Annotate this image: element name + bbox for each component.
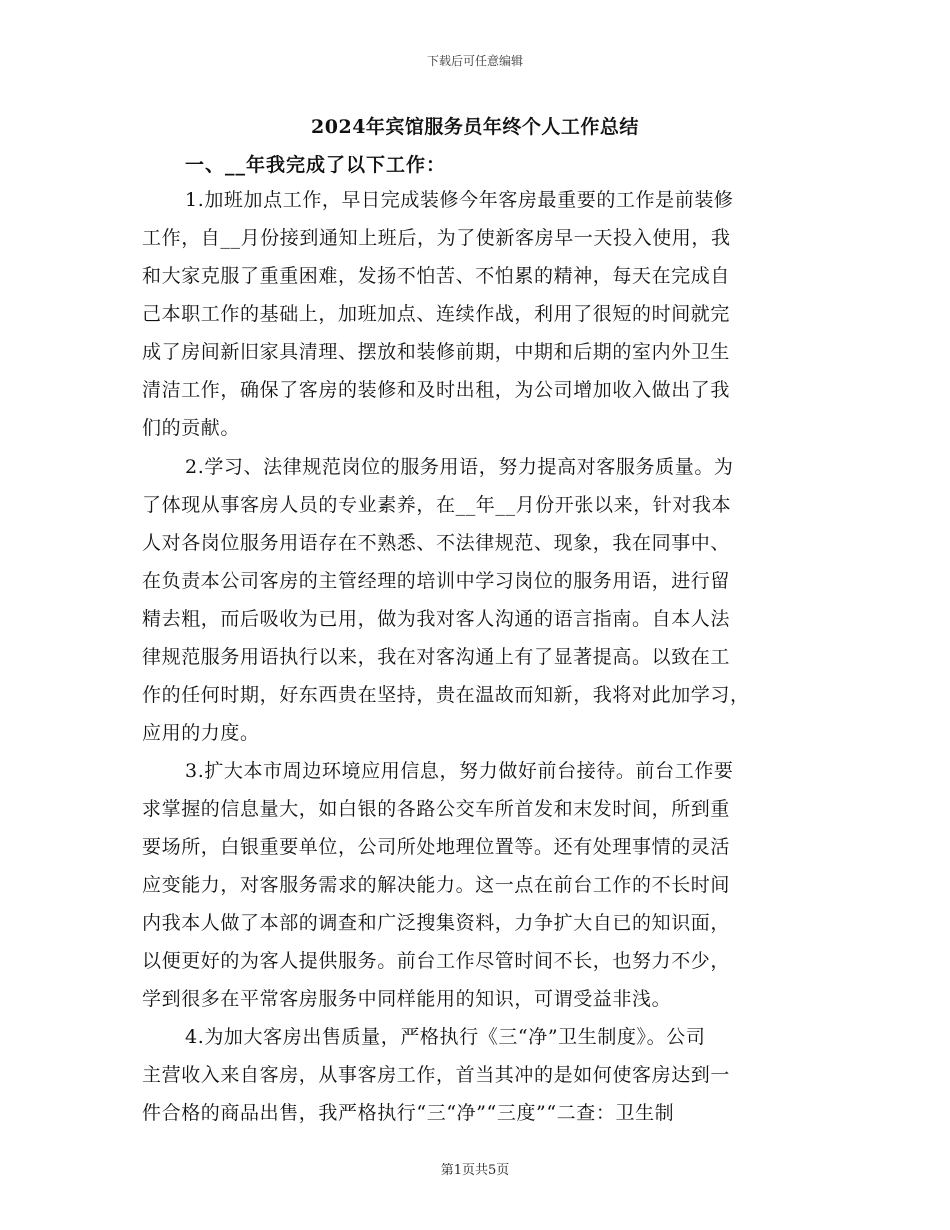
text-line: 主营收入来自客房，从事客房工作，首当其冲的是如何使客房达到一 bbox=[142, 1064, 731, 1086]
text-line: 工作，自__月份接到通知上班后，为了使新客房早一天投入使用，我 bbox=[142, 227, 731, 249]
document-title: 2024年宾馆服务员年终个人工作总结 bbox=[311, 116, 639, 138]
text-line: 以便更好的为客人提供服务。前台工作尽管时间不长，也努力不少， bbox=[142, 950, 731, 972]
text-line: 在负责本公司客房的主管经理的培训中学习岗位的服务用语，进行留 bbox=[142, 570, 731, 592]
text-line: 己本职工作的基础上，加班加点、连续作战，利用了很短的时间就完 bbox=[142, 303, 731, 325]
header-note: 下载后可任意编辑 bbox=[426, 54, 523, 68]
text-line: 作的任何时期，好东西贵在坚持，贵在温故而知新，我将对此加学习， bbox=[142, 684, 750, 706]
page-footer: 第1页共5页 bbox=[440, 1163, 510, 1178]
text-line: 人对各岗位服务用语存在不熟悉、不法律规范、现象，我在同事中、 bbox=[142, 532, 731, 554]
text-line: 要场所，白银重要单位，公司所处地理位置等。还有处理事情的灵活 bbox=[142, 836, 731, 858]
text-line: 3.扩大本市周边环境应用信息，努力做好前台接待。前台工作要 bbox=[185, 760, 734, 782]
text-line: 清洁工作，确保了客房的装修和及时出租，为公司增加收入做出了我 bbox=[142, 379, 731, 401]
text-line: 内我本人做了本部的调查和广泛搜集资料，力争扩大自已的知识面， bbox=[142, 912, 731, 934]
text-line: 应变能力，对客服务需求的解决能力。这一点在前台工作的不长时间 bbox=[142, 874, 731, 896]
text-line: 学到很多在平常客房服务中同样能用的知识，可谓受益非浅。 bbox=[142, 988, 672, 1010]
text-line: 4.为加大客房出售质量，严格执行《三“净”卫生制度》。公司 bbox=[185, 1026, 706, 1048]
text-line: 精去粗，而后吸收为已用，做为我对客人沟通的语言指南。自本人法 bbox=[142, 608, 731, 630]
text-line: 了体现从事客房人员的专业素养，在__年__月份开张以来，针对我本 bbox=[142, 494, 732, 516]
section-heading: 一、__年我完成了以下工作： bbox=[185, 154, 447, 176]
text-line: 成了房间新旧家具清理、摆放和装修前期，中期和后期的室内外卫生 bbox=[142, 341, 731, 363]
text-line: 和大家克服了重重困难，发扬不怕苦、不怕累的精神，每天在完成自 bbox=[142, 265, 731, 287]
text-line: 律规范服务用语执行以来，我在对客沟通上有了显著提高。以致在工 bbox=[142, 646, 731, 668]
text-line: 应用的力度。 bbox=[142, 722, 260, 744]
text-line: 们的贡献。 bbox=[142, 417, 241, 439]
text-line: 件合格的商品出售，我严格执行“三“净”“三度”“二查：卫生制 bbox=[142, 1102, 675, 1124]
text-line: 1.加班加点工作，早日完成装修今年客房最重要的工作是前装修 bbox=[185, 189, 734, 211]
text-line: 2.学习、法律规范岗位的服务用语，努力提高对客服务质量。为 bbox=[185, 456, 734, 478]
text-line: 求掌握的信息量大，如白银的各路公交车所首发和末发时间，所到重 bbox=[142, 798, 731, 820]
